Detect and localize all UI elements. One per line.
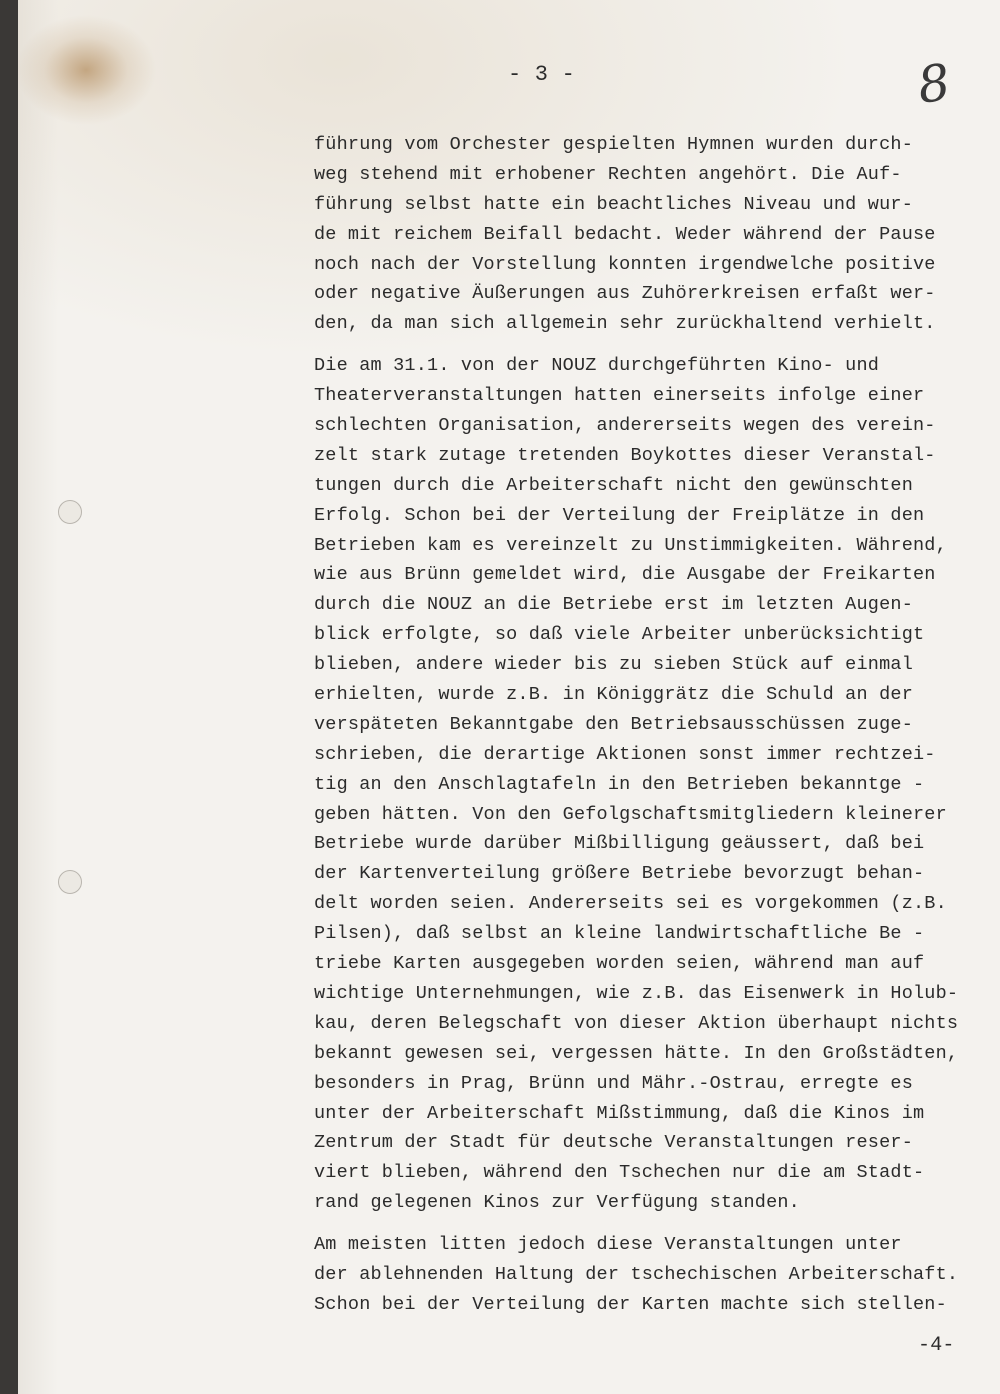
text-line: tig an den Anschlagtafeln in den Betrieben bekanntge - <box>314 773 925 795</box>
text-line: schlechten Organisation, andererseits wegen des verein- <box>314 415 936 437</box>
text-line: kau, deren Belegschaft von dieser Aktion überhaupt nichts <box>314 1012 959 1034</box>
page-number: - 3 - <box>508 62 576 87</box>
text-line: Schon bei der Verteilung der Karten machte sich stellen- <box>314 1293 947 1315</box>
handwritten-folio-number: 8 <box>914 53 954 115</box>
paragraph <box>314 130 994 339</box>
text-line: zelt stark zutage tretenden Boykottes dieser Veranstal- <box>314 444 936 466</box>
punch-hole-lower <box>58 870 82 894</box>
text-line: Pilsen), daß selbst an kleine landwirtschaftliche Be - <box>314 923 925 945</box>
text-line: wie aus Brünn gemeldet wird, die Ausgabe der Freikarten <box>314 564 936 586</box>
text-line: der ablehnenden Haltung der tschechischen Arbeiterschaft. <box>314 1263 959 1285</box>
text-line: der Kartenverteilung größere Betriebe bevorzugt behan- <box>314 863 925 885</box>
continuation-marker: -4- <box>918 1334 955 1357</box>
text-line: delt worden seien. Andererseits sei es vorgekommen (z.B. <box>314 893 947 915</box>
text-line: tungen durch die Arbeiterschaft nicht den gewünschten <box>314 474 913 496</box>
text-line: den, da man sich allgemein sehr zurückhaltend verhielt. <box>314 313 936 335</box>
text-line: geben hätten. Von den Gefolgschaftsmitgliedern kleinerer <box>314 803 947 825</box>
text-line: durch die NOUZ an die Betriebe erst im letzten Augen- <box>314 594 913 616</box>
text-line: blick erfolgte, so daß viele Arbeiter unberücksichtigt <box>314 624 925 646</box>
text-line: Betrieben kam es vereinzelt zu Unstimmigkeiten. Während, <box>314 534 947 556</box>
paragraph <box>314 351 994 1218</box>
text-line: blieben, andere wieder bis zu sieben Stück auf einmal <box>314 654 913 676</box>
text-line: Am meisten litten jedoch diese Veranstaltungen unter <box>314 1234 902 1256</box>
text-line: Zentrum der Stadt für deutsche Veranstaltungen reser- <box>314 1132 913 1154</box>
document-page <box>18 0 1000 1394</box>
text-line: wichtige Unternehmungen, wie z.B. das Eisenwerk in Holub- <box>314 982 959 1004</box>
text-line: Erfolg. Schon bei der Verteilung der Freiplätze in den <box>314 504 925 526</box>
text-line: besonders in Prag, Brünn und Mähr.-Ostrau, erregte es <box>314 1072 913 1094</box>
text-line: bekannt gewesen sei, vergessen hätte. In den Großstädten, <box>314 1042 959 1064</box>
text-line: de mit reichem Beifall bedacht. Weder während der Pause <box>314 223 936 245</box>
text-line: verspäteten Bekanntgabe den Betriebsausschüssen zuge- <box>314 713 913 735</box>
text-line: viert blieben, während den Tschechen nur die am Stadt- <box>314 1162 925 1184</box>
text-line: führung vom Orchester gespielten Hymnen wurden durch- <box>314 134 913 155</box>
text-line: Betriebe wurde darüber Mißbilligung geäussert, daß bei <box>314 833 925 855</box>
text-line: rand gelegenen Kinos zur Verfügung standen. <box>314 1192 800 1214</box>
text-line: führung selbst hatte ein beachtliches Niveau und wur- <box>314 193 913 215</box>
text-line: weg stehend mit erhobener Rechten angehört. Die Auf- <box>314 163 902 185</box>
text-line: schrieben, die derartige Aktionen sonst immer rechtzei- <box>314 743 936 765</box>
text-line: oder negative Äußerungen aus Zuhörerkreisen erfaßt wer- <box>314 283 936 305</box>
body-text <box>314 130 994 1332</box>
text-line: unter der Arbeiterschaft Mißstimmung, daß die Kinos im <box>314 1102 925 1124</box>
paragraph <box>314 1230 994 1320</box>
text-line: Die am 31.1. von der NOUZ durchgeführten Kino- und <box>314 355 880 377</box>
text-line: noch nach der Vorstellung konnten irgendwelche positive <box>314 253 936 275</box>
text-line: Theaterveranstaltungen hatten einerseits infolge einer <box>314 385 925 407</box>
text-line: triebe Karten ausgegeben worden seien, während man auf <box>314 953 925 975</box>
text-line: erhielten, wurde z.B. in Königgrätz die Schuld an der <box>314 684 913 706</box>
punch-hole-upper <box>58 500 82 524</box>
